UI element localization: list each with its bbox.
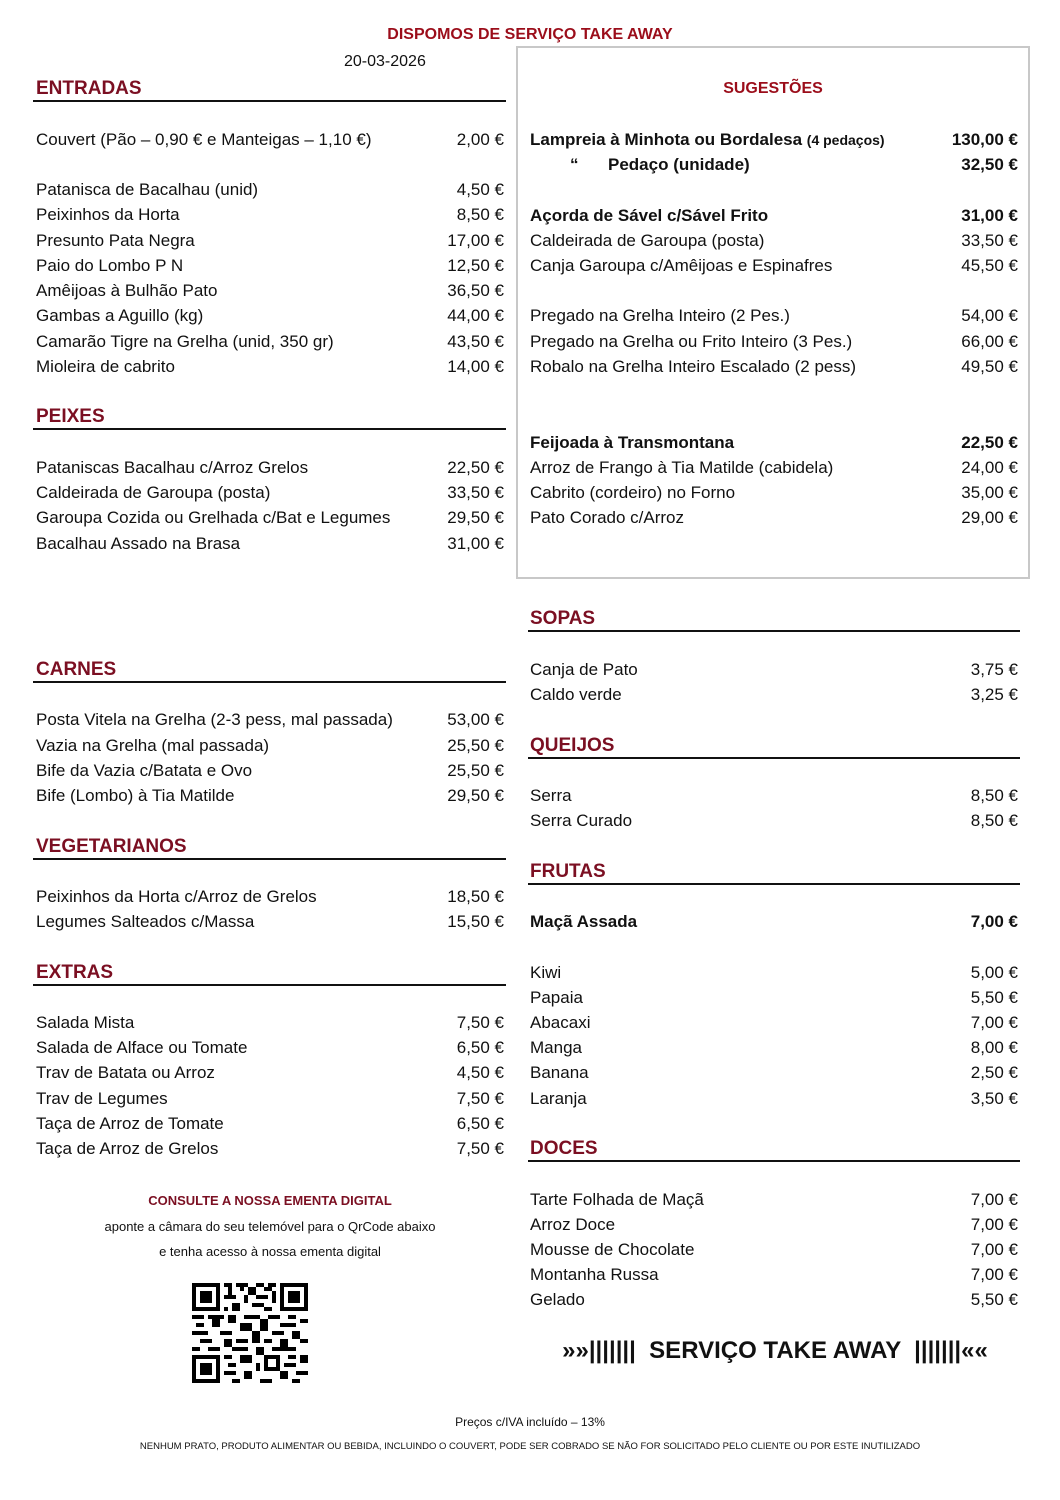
item-price: 7,00 € bbox=[970, 1190, 1018, 1209]
menu-item bbox=[530, 1187, 1018, 1212]
item-price: 5,50 € bbox=[970, 988, 1018, 1007]
item-price: 25,50 € bbox=[447, 736, 504, 755]
item-name: Abacaxi bbox=[530, 1013, 591, 1032]
item-name: Robalo na Grelha Inteiro Escalado (2 pess) bbox=[530, 357, 857, 376]
item-price: 29,50 € bbox=[447, 508, 504, 527]
section-title-vegetarianos: VEGETARIANOS bbox=[36, 836, 187, 857]
menu-item bbox=[530, 1060, 1018, 1085]
item-price: 33,50 € bbox=[961, 231, 1018, 250]
item-price: 35,00 € bbox=[961, 483, 1018, 502]
item-name: Patanisca de Bacalhau (unid) bbox=[36, 180, 259, 199]
menu-item bbox=[530, 354, 1018, 379]
item-name: Posta Vitela na Grelha (2-3 pess, mal passada) bbox=[36, 710, 393, 729]
item-price: 3,50 € bbox=[970, 1089, 1018, 1108]
section-title-sugestoes: SUGESTÕES bbox=[723, 80, 823, 97]
item-price: 130,00 € bbox=[951, 130, 1018, 149]
menu-item bbox=[36, 1060, 504, 1085]
item-price: 53,00 € bbox=[447, 710, 504, 729]
menu-item bbox=[530, 127, 1018, 153]
item-name: Mousse de Chocolate bbox=[530, 1240, 695, 1259]
item-price: 7,00 € bbox=[970, 1240, 1018, 1259]
item-name: Salada de Alface ou Tomate bbox=[36, 1038, 248, 1057]
menu-item bbox=[530, 253, 1018, 278]
menu-item bbox=[36, 1035, 504, 1060]
menu-date: 20-03-2026 bbox=[344, 53, 426, 70]
item-price: 4,50 € bbox=[456, 1063, 504, 1082]
item-name: Serra Curado bbox=[530, 811, 633, 830]
page-title: DISPOMOS DE SERVIÇO TAKE AWAY bbox=[387, 26, 673, 43]
item-name: Pedaço (unidade) bbox=[608, 155, 750, 174]
menu-item bbox=[36, 1111, 504, 1136]
item-price: 24,00 € bbox=[961, 458, 1018, 477]
item-price: 8,00 € bbox=[970, 1038, 1018, 1057]
menu-item bbox=[36, 303, 504, 328]
item-price: 43,50 € bbox=[447, 332, 504, 351]
item-name: Bife (Lombo) à Tia Matilde bbox=[36, 786, 235, 805]
menu-item bbox=[36, 758, 504, 783]
menu-item bbox=[530, 152, 1018, 177]
item-price: 2,50 € bbox=[970, 1063, 1018, 1082]
item-price: 15,50 € bbox=[447, 912, 504, 931]
item-name: Arroz de Frango à Tia Matilde (cabidela) bbox=[530, 458, 834, 477]
item-price: 7,00 € bbox=[970, 912, 1018, 931]
menu-item bbox=[36, 1086, 504, 1111]
item-name: Arroz Doce bbox=[530, 1215, 616, 1234]
item-price: 29,50 € bbox=[447, 786, 504, 805]
item-price: 8,50 € bbox=[456, 205, 504, 224]
section-divider bbox=[33, 100, 506, 102]
item-name: Camarão Tigre na Grelha (unid, 350 gr) bbox=[36, 332, 334, 351]
disclaimer: NENHUM PRATO, PRODUTO ALIMENTAR OU BEBIDA, INCLUINDO O COUVERT, PODE SER COBRADO SE NÃO FOR SOLICITADO PELO CLIENTE OU POR ESTE INUTILIZADO bbox=[139, 1441, 921, 1452]
item-name: Serra bbox=[530, 786, 572, 805]
item-price: 17,00 € bbox=[447, 231, 504, 250]
menu-item bbox=[530, 1287, 1018, 1312]
item-price: 12,50 € bbox=[447, 256, 504, 275]
item-name: Legumes Salteados c/Massa bbox=[36, 912, 255, 931]
menu-item bbox=[36, 202, 504, 227]
menu-item bbox=[530, 783, 1018, 808]
item-note: (4 pedaços) bbox=[806, 132, 885, 148]
menu-item bbox=[530, 985, 1018, 1010]
item-name: Tarte Folhada de Maçã bbox=[530, 1190, 704, 1209]
item-name: Pato Corado c/Arroz bbox=[530, 508, 685, 527]
section-divider bbox=[528, 630, 1020, 632]
section-title-doces: DOCES bbox=[530, 1138, 598, 1159]
item-name: Paio do Lombo P N bbox=[36, 256, 184, 275]
item-price: 7,50 € bbox=[456, 1139, 504, 1158]
item-name: Peixinhos da Horta c/Arroz de Grelos bbox=[36, 887, 317, 906]
item-price: 8,50 € bbox=[970, 786, 1018, 805]
menu-item bbox=[530, 430, 1018, 455]
menu-item bbox=[36, 1010, 504, 1035]
ditto-mark: “ bbox=[570, 155, 579, 174]
item-price: 31,00 € bbox=[447, 534, 504, 553]
item-name: Caldo verde bbox=[530, 685, 622, 704]
item-name: Pataniscas Bacalhau c/Arroz Grelos bbox=[36, 458, 309, 477]
section-divider bbox=[528, 883, 1020, 885]
section-title-carnes: CARNES bbox=[36, 659, 117, 680]
item-price: 18,50 € bbox=[447, 887, 504, 906]
item-price: 22,50 € bbox=[961, 433, 1018, 452]
menu-item bbox=[36, 329, 504, 354]
menu-item bbox=[530, 303, 1018, 328]
item-name: Maçã Assada bbox=[530, 912, 638, 931]
section-divider bbox=[33, 428, 506, 430]
menu-item bbox=[36, 278, 504, 303]
menu-item bbox=[530, 909, 1018, 934]
section-divider bbox=[33, 681, 506, 683]
menu-item bbox=[530, 455, 1018, 480]
item-name: Vazia na Grelha (mal passada) bbox=[36, 736, 270, 755]
section-title-peixes: PEIXES bbox=[36, 406, 105, 427]
menu-item bbox=[36, 455, 504, 480]
item-name: Banana bbox=[530, 1063, 589, 1082]
item-price: 7,50 € bbox=[456, 1013, 504, 1032]
item-name: Mioleira de cabrito bbox=[36, 357, 175, 376]
menu-item bbox=[530, 1237, 1018, 1262]
digital-menu-instruction: aponte a câmara do seu telemóvel para o QrCode abaixo bbox=[104, 1219, 436, 1234]
menu-item bbox=[530, 228, 1018, 253]
item-name: Peixinhos da Horta bbox=[36, 205, 180, 224]
item-price: 66,00 € bbox=[961, 332, 1018, 351]
item-price: 8,50 € bbox=[970, 811, 1018, 830]
item-price: 45,50 € bbox=[961, 256, 1018, 275]
menu-item bbox=[530, 480, 1018, 505]
section-title-sopas: SOPAS bbox=[530, 608, 596, 629]
item-name: Laranja bbox=[530, 1089, 587, 1108]
menu-item bbox=[36, 354, 504, 379]
item-price: 14,00 € bbox=[447, 357, 504, 376]
section-divider bbox=[528, 1160, 1020, 1162]
item-price: 2,00 € bbox=[456, 130, 504, 149]
menu-item bbox=[530, 960, 1018, 985]
item-name: Taça de Arroz de Grelos bbox=[36, 1139, 219, 1158]
item-price: 32,50 € bbox=[961, 155, 1018, 174]
item-name: Taça de Arroz de Tomate bbox=[36, 1114, 224, 1133]
item-name: Caldeirada de Garoupa (posta) bbox=[36, 483, 271, 502]
menu-item bbox=[36, 127, 504, 152]
item-price: 3,25 € bbox=[970, 685, 1018, 704]
item-name: Feijoada à Transmontana bbox=[530, 433, 735, 452]
item-price: 5,00 € bbox=[970, 963, 1018, 982]
menu-item bbox=[36, 783, 504, 808]
item-price: 33,50 € bbox=[447, 483, 504, 502]
menu-item bbox=[530, 505, 1018, 530]
item-name: Cabrito (cordeiro) no Forno bbox=[530, 483, 736, 502]
menu-item bbox=[36, 884, 504, 909]
menu-item bbox=[530, 203, 1018, 228]
menu-item bbox=[36, 228, 504, 253]
menu-item bbox=[530, 1212, 1018, 1237]
item-name: Gambas a Aguillo (kg) bbox=[36, 306, 204, 325]
section-title-extras: EXTRAS bbox=[36, 962, 114, 983]
digital-menu-instruction-2: e tenha acesso à nossa ementa digital bbox=[159, 1244, 381, 1259]
item-name: Caldeirada de Garoupa (posta) bbox=[530, 231, 765, 250]
item-name: Papaia bbox=[530, 988, 583, 1007]
item-name: Presunto Pata Negra bbox=[36, 231, 195, 250]
section-title-queijos: QUEIJOS bbox=[530, 735, 615, 756]
item-name: Montanha Russa bbox=[530, 1265, 659, 1284]
item-price: 49,50 € bbox=[961, 357, 1018, 376]
section-divider bbox=[528, 757, 1020, 759]
menu-item bbox=[36, 505, 504, 530]
item-name: Trav de Batata ou Arroz bbox=[36, 1063, 215, 1082]
item-price: 3,75 € bbox=[970, 660, 1018, 679]
menu-item bbox=[530, 1262, 1018, 1287]
item-price: 36,50 € bbox=[447, 281, 504, 300]
section-divider bbox=[33, 858, 506, 860]
item-name: Garoupa Cozida ou Grelhada c/Bat e Legumes bbox=[36, 508, 391, 527]
item-name: Salada Mista bbox=[36, 1013, 135, 1032]
menu-item bbox=[36, 480, 504, 505]
menu-item bbox=[36, 733, 504, 758]
item-price: 4,50 € bbox=[456, 180, 504, 199]
digital-menu-title: CONSULTE A NOSSA EMENTA DIGITAL bbox=[148, 1193, 392, 1208]
item-price: 7,00 € bbox=[970, 1265, 1018, 1284]
item-name: Gelado bbox=[530, 1290, 585, 1309]
item-price: 44,00 € bbox=[447, 306, 504, 325]
item-name: Canja de Pato bbox=[530, 660, 638, 679]
menu-item bbox=[36, 707, 504, 732]
menu-item bbox=[36, 1136, 504, 1161]
item-name: Bife da Vazia c/Batata e Ovo bbox=[36, 761, 253, 780]
item-name: Lampreia à Minhota ou Bordalesa bbox=[530, 130, 803, 149]
menu-item bbox=[530, 682, 1018, 707]
item-price: 54,00 € bbox=[961, 306, 1018, 325]
item-name: Manga bbox=[530, 1038, 582, 1057]
item-price: 7,00 € bbox=[970, 1215, 1018, 1234]
menu-item bbox=[530, 657, 1018, 682]
section-divider bbox=[33, 984, 506, 986]
item-name: Pregado na Grelha ou Frito Inteiro (3 Pes.) bbox=[530, 332, 853, 351]
menu-item bbox=[530, 1086, 1018, 1111]
section-title-frutas: FRUTAS bbox=[530, 861, 606, 882]
menu-item bbox=[530, 329, 1018, 354]
item-name: Açorda de Sável c/Sável Frito bbox=[530, 206, 769, 225]
item-price: 6,50 € bbox=[456, 1038, 504, 1057]
item-name: Canja Garoupa c/Amêijoas e Espinafres bbox=[530, 256, 833, 275]
item-name: Trav de Legumes bbox=[36, 1089, 168, 1108]
item-name: Kiwi bbox=[530, 963, 562, 982]
menu-item bbox=[36, 531, 504, 556]
section-title-entradas: ENTRADAS bbox=[36, 78, 142, 99]
item-name: Couvert (Pão – 0,90 € e Manteigas – 1,10 €) bbox=[36, 130, 372, 149]
item-price: 29,00 € bbox=[961, 508, 1018, 527]
menu-item bbox=[530, 808, 1018, 833]
item-price: 7,50 € bbox=[456, 1089, 504, 1108]
item-price: 6,50 € bbox=[456, 1114, 504, 1133]
item-name: Bacalhau Assado na Brasa bbox=[36, 534, 241, 553]
item-name: Pregado na Grelha Inteiro (2 Pes.) bbox=[530, 306, 790, 325]
qr-code-icon[interactable] bbox=[192, 1282, 308, 1384]
menu-item bbox=[36, 909, 504, 934]
vat-note: Preços c/IVA incluído – 13% bbox=[455, 1415, 605, 1429]
item-price: 5,50 € bbox=[970, 1290, 1018, 1309]
menu-item bbox=[36, 253, 504, 278]
item-name: Amêijoas à Bulhão Pato bbox=[36, 281, 218, 300]
item-price: 25,50 € bbox=[447, 761, 504, 780]
take-away-banner: »»||||||| SERVIÇO TAKE AWAY |||||||«« bbox=[562, 1337, 988, 1364]
menu-item bbox=[530, 1035, 1018, 1060]
item-price: 22,50 € bbox=[447, 458, 504, 477]
menu-item bbox=[36, 177, 504, 202]
item-price: 31,00 € bbox=[961, 206, 1018, 225]
item-price: 7,00 € bbox=[970, 1013, 1018, 1032]
menu-item bbox=[530, 1010, 1018, 1035]
